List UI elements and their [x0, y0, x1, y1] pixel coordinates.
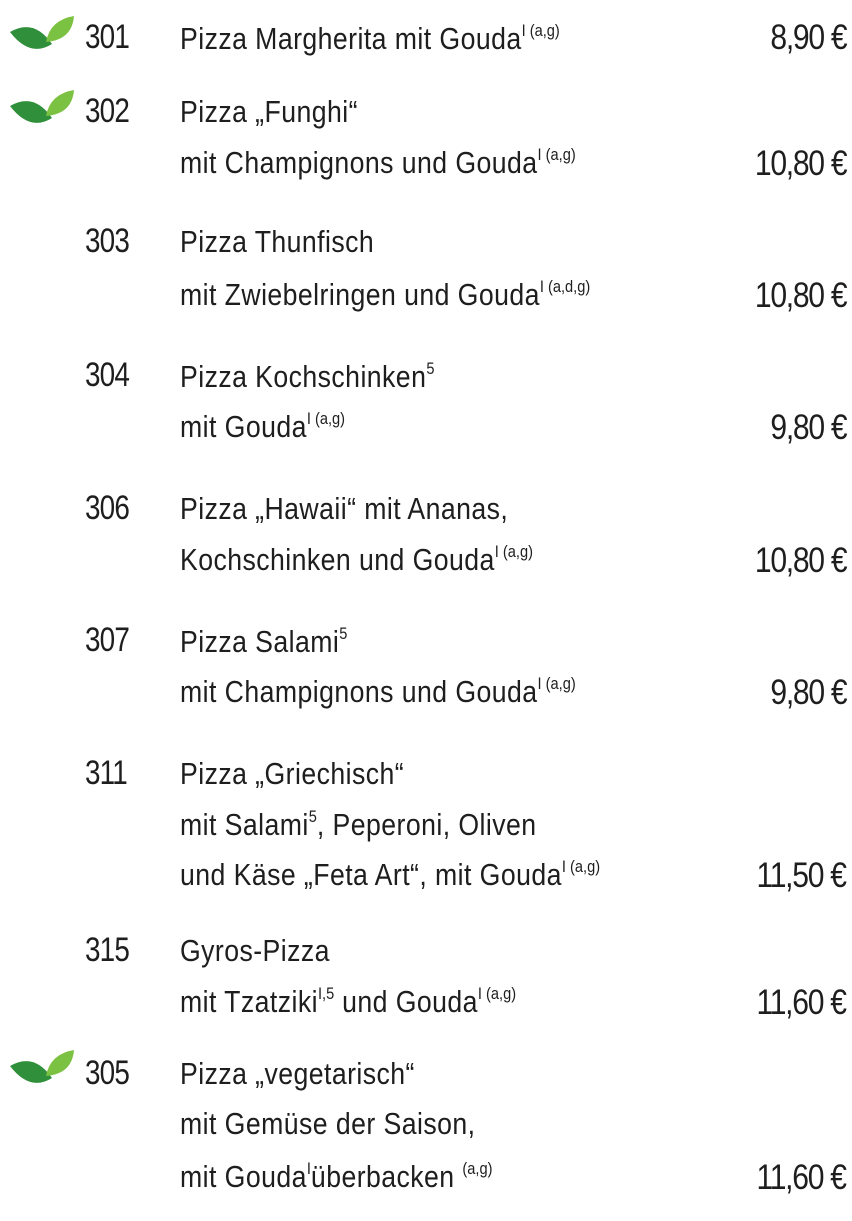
item-name: Pizza Thunfisch [180, 224, 375, 259]
leaf-icon [6, 14, 78, 60]
item-price: 11,50 € [756, 856, 846, 895]
item-name: Pizza „vegetarisch“ [180, 1056, 415, 1091]
leaf-icon [6, 1048, 78, 1094]
item-description: mit Zwiebelringen und Gouda$^{I (a,d,g)}$ [180, 277, 591, 312]
item-description: Kochschinken und Gouda$^{I (a,g)}$ [180, 542, 533, 577]
allergen-note: I (a,g) [477, 984, 517, 1003]
item-price: 10,80 € [754, 144, 846, 183]
item-number: 303 [85, 222, 130, 260]
item-name: Gyros-Pizza [180, 933, 330, 968]
allergen-note: I (a,g) [306, 409, 346, 428]
item-number: 307 [85, 621, 130, 659]
allergen-note: 5 [308, 807, 317, 826]
item-description: mit Tzatziki$^{I,5}$ und Gouda$^{I (a,g)}$ [180, 984, 517, 1019]
item-name: Pizza Salami$^5$ [180, 624, 348, 659]
item-price: 10,80 € [754, 276, 846, 315]
item-number: 302 [85, 92, 130, 130]
item-description: mit Gemüse der Saison, [180, 1106, 476, 1141]
item-name: Pizza „Griechisch“ [180, 756, 405, 791]
item-name: Pizza „Hawaii“ mit Ananas, [180, 491, 509, 526]
allergen-note: I (a,g) [521, 21, 560, 40]
item-name: Pizza Kochschinken$^5$ [180, 359, 435, 394]
allergen-note: I (a,d,g) [539, 277, 591, 296]
item-description: mit Champignons und Gouda$^{I (a,g)}$ [180, 145, 576, 180]
allergen-note: I (a,g) [537, 145, 576, 164]
item-description: mit Gouda$^I$überbacken $^{(a,g)}$ [180, 1159, 493, 1194]
item-price: 11,60 € [756, 983, 846, 1022]
item-number: 311 [85, 754, 127, 792]
item-price: 9,80 € [770, 673, 846, 712]
allergen-note: I (a,g) [537, 674, 576, 693]
item-price: 8,90 € [770, 18, 846, 57]
item-price: 10,80 € [754, 541, 846, 580]
item-description: mit Champignons und Gouda$^{I (a,g)}$ [180, 674, 576, 709]
allergen-note: I (a,g) [561, 857, 601, 876]
item-number: 305 [85, 1054, 130, 1092]
item-description: mit Gouda$^{I (a,g)}$ [180, 409, 346, 444]
allergen-note: I,5 [317, 984, 335, 1003]
allergen-note: I (a,g) [494, 542, 533, 561]
item-number: 301 [85, 18, 130, 56]
leaf-icon [6, 88, 78, 134]
allergen-note: I [306, 1159, 311, 1178]
allergen-note: 5 [426, 359, 435, 378]
item-description: und Käse „Feta Art“, mit Gouda$^{I (a,g)}$ [180, 857, 601, 892]
allergen-note: 5 [339, 624, 348, 643]
item-price: 11,60 € [756, 1158, 846, 1197]
item-number: 306 [85, 489, 130, 527]
item-price: 9,80 € [770, 408, 846, 447]
item-name: Pizza „Funghi“ [180, 94, 358, 129]
item-name: Pizza Margherita mit Gouda$^{I (a,g)}$ [180, 21, 560, 56]
item-number: 304 [85, 356, 130, 394]
item-description: mit Salami$^5$, Peperoni, Oliven [180, 807, 537, 842]
allergen-note: (a,g) [462, 1159, 493, 1178]
item-number: 315 [85, 931, 130, 969]
